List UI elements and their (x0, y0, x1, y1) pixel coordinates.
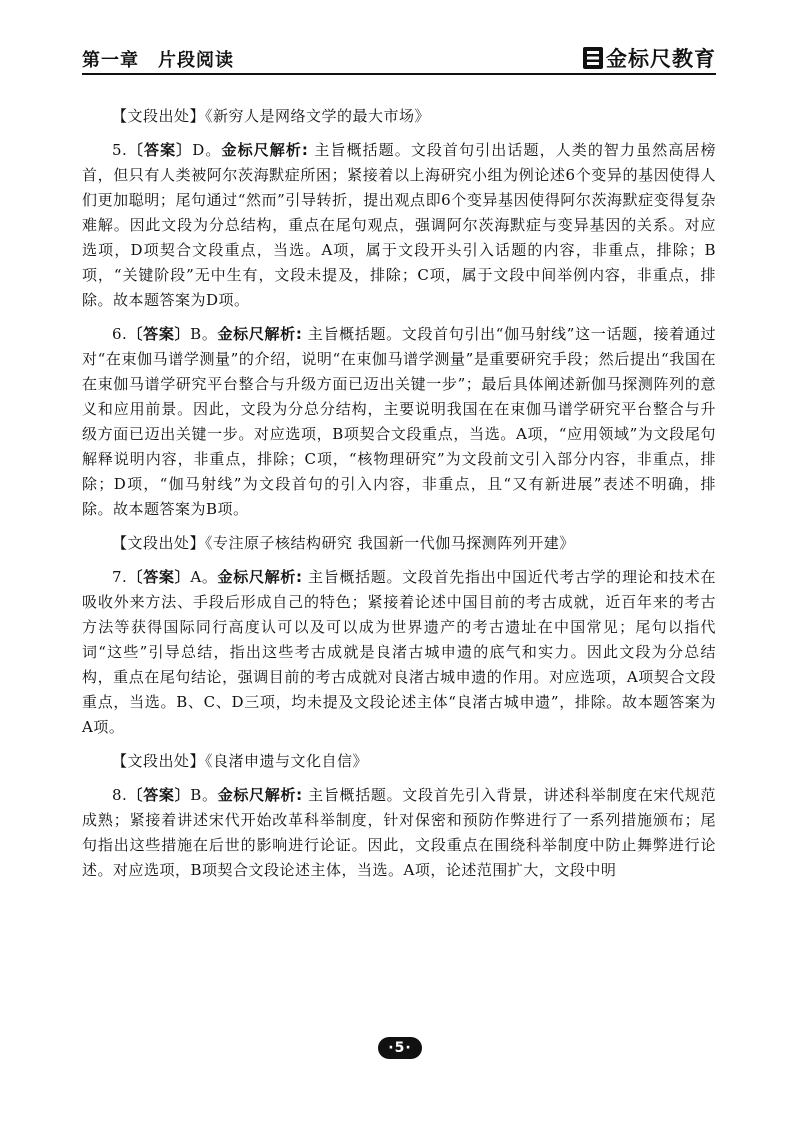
page-footer (0, 1037, 800, 1059)
analysis-label: 金标尺解析: (217, 568, 303, 586)
page-number: ·5· (378, 1037, 422, 1059)
answer-tag: 〔答案〕 (127, 568, 191, 586)
brand (583, 44, 716, 72)
source-title: 《专注原子核结构研究 我国新一代伽马探测阵列开建》 (205, 534, 575, 552)
answer-tag: 〔答案〕 (127, 141, 193, 159)
source-tag: 【文段出处】 (112, 107, 206, 125)
answer-tag: 〔答案〕 (127, 325, 191, 343)
analysis-text: 主旨概括题。文段首句引出“伽马射线”这一话题，接着通过对“在束伽马谱学测量”的介绍，说明“在束伽马谱学测量”是重要研究手段；然后提出“我国在在束伽马谱学研究平台整合与升级方面已迈出关键一步”；最后具体阐述新伽马探测阵列的意义和应用前景。因此，文段为分总分结构，主要说明我国在在束伽马谱学研究平台整合与升级方面已迈出关键一步。对应选项，B项契合文段重点，当选。A项，“应用领域”为文段尾句解释说明内容，非重点，排除；C项，“核物理研究”为文段前文引入部分内容，非重点，排除；D项，“伽马射线”为文段首句的引入内容，非重点，且“又有新进展”表述不明确，排除。故本题答案为B项。 (82, 325, 716, 518)
answer-paragraph-8 (82, 783, 716, 883)
question-number: 8. (112, 786, 128, 804)
answer-paragraph-6 (82, 322, 716, 522)
answer-paragraph-5 (82, 138, 716, 313)
analysis-label: 金标尺解析: (221, 141, 309, 159)
source-title: 《新穷人是网络文学的最大市场》 (205, 107, 431, 125)
analysis-label: 金标尺解析: (217, 786, 303, 804)
question-number: 6. (112, 325, 128, 343)
answer-tag: 〔答案〕 (127, 786, 191, 804)
answer-choice: B。 (190, 325, 218, 343)
source-title: 《良渚申遗与文化自信》 (205, 752, 369, 770)
source-citation-2 (82, 531, 716, 556)
chapter-title: 第一章 片段阅读 (82, 50, 234, 71)
answer-choice: D。 (192, 141, 222, 159)
question-number: 5. (112, 141, 128, 159)
question-number: 7. (112, 568, 128, 586)
analysis-text: 主旨概括题。文段首句引出话题，人类的智力虽然高居榜首，但只有人类被阿尔茨海默症所困；紧接着以上海研究小组为例论述6个变异的基因使得人们更加聪明；尾句通过“然而”引导转折，提出观点即6个变异基因使得阿尔茨海默症变得复杂难解。因此文段为分总结构，重点在尾句观点，强调阿尔茨海默症与变异基因的关系。对应选项，D项契合文段重点，当选。A项，属于文段开头引入话题的内容，非重点，排除；B项，“关键阶段”无中生有，文段未提及，排除；C项，属于文段中间举例内容，非重点，排除。故本题答案为D项。 (82, 141, 716, 309)
source-citation-1 (82, 104, 716, 129)
answer-choice: A。 (190, 568, 218, 586)
source-citation-3 (82, 749, 716, 774)
answer-choice: B。 (190, 786, 218, 804)
answer-paragraph-7 (82, 565, 716, 740)
page-content (82, 104, 716, 892)
header-rule (82, 73, 716, 75)
brand-name: 金标尺教育 (606, 47, 716, 71)
analysis-text: 主旨概括题。文段首先指出中国近代考古学的理论和技术在吸收外来方法、手段后形成自己的特色；紧接着论述中国目前的考古成就，近百年来的考古方法等获得国际同行高度认可以及可以成为世界遗产的考古遗址在中国常见；尾句以指代词“这些”引导总结，指出这些考古成就是良渚古城申遗的底气和实力。因此文段为分总结构，重点在尾句结论，强调目前的考古成就对良渚古城申遗的作用。对应选项，A项契合文段重点，当选。B、C、D三项，均未提及文段论述主体“良渚古城申遗”，排除。故本题答案为A项。 (82, 568, 716, 736)
analysis-text: 主旨概括题。文段首先引入背景，讲述科举制度在宋代规范成熟；紧接着讲述宋代开始改革科举制度，针对保密和预防作弊进行了一系列措施颁布；尾句指出这些措施在后世的影响进行论证。因此，文段重点在围绕科举制度中防止舞弊进行论述。对应选项，B项契合文段论述主体，当选。A项，论述范围扩大，文段中明 (82, 786, 716, 879)
source-tag: 【文段出处】 (112, 752, 206, 770)
brand-logo-icon (583, 47, 603, 69)
source-tag: 【文段出处】 (112, 534, 206, 552)
analysis-label: 金标尺解析: (217, 325, 303, 343)
page-header (82, 44, 716, 80)
